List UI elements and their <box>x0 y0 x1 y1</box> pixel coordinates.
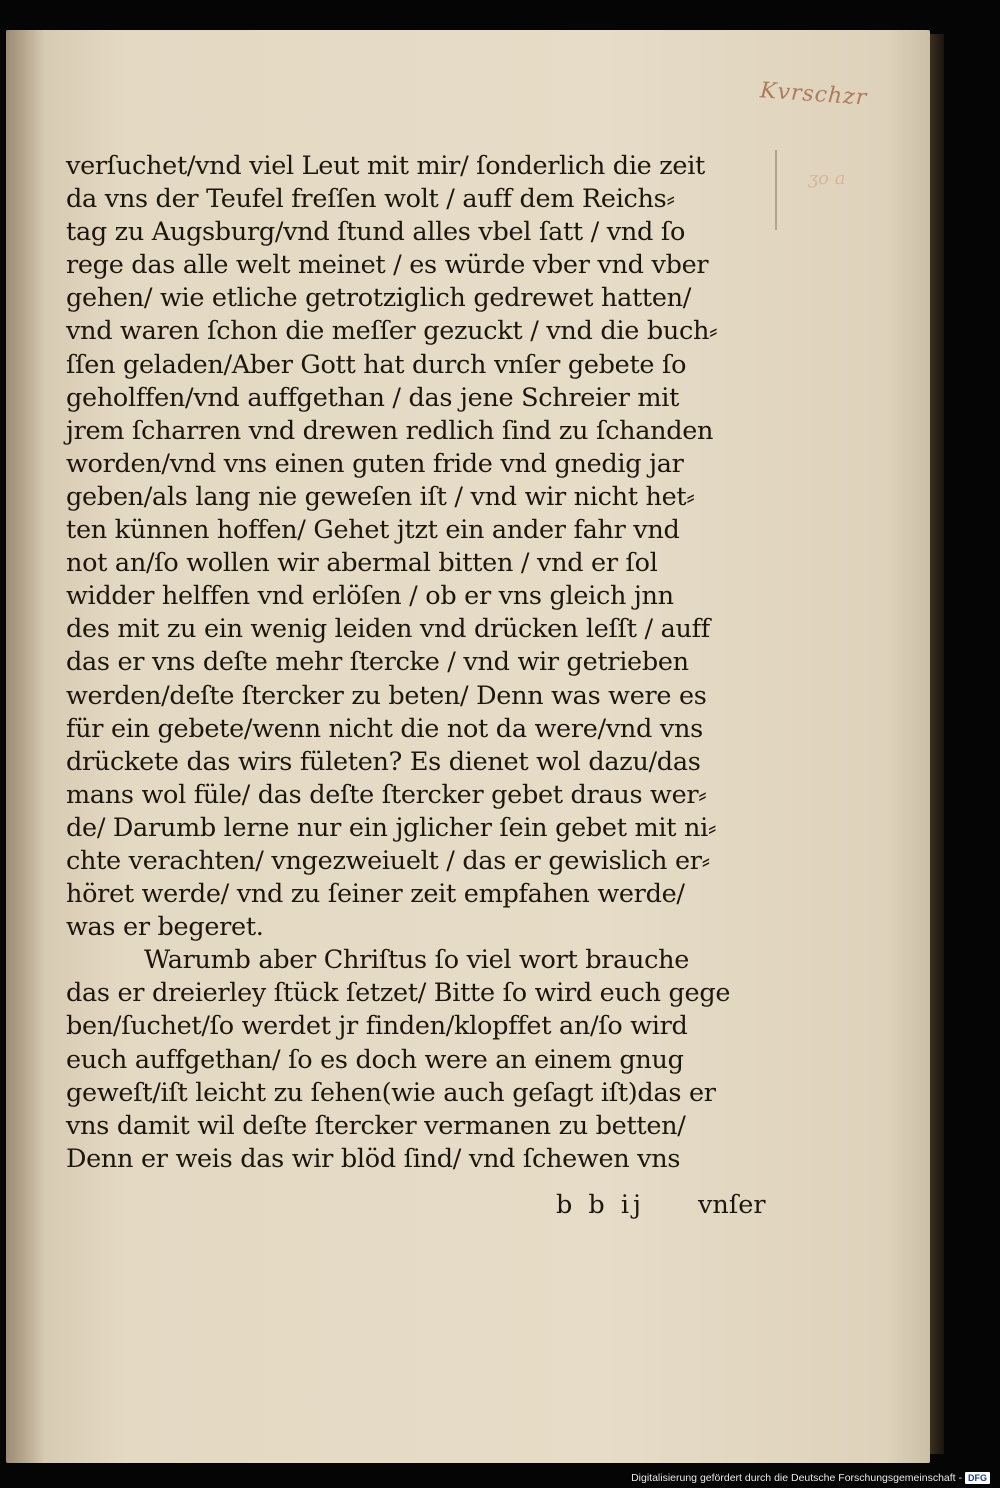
text-line: verſuchet/vnd viel Leut mit mir/ ſonderlich die zeit <box>66 151 706 181</box>
page-edge <box>930 34 944 1454</box>
text-line: Denn er weis das wir blöd ſind/ vnd ſchewen vns <box>66 1143 681 1174</box>
text-line: höret werde/ vnd zu ſeiner zeit empfahen werde/ <box>66 879 685 910</box>
text-line: geben/als lang nie geweſen iſt / vnd wir nicht het⸗ <box>66 481 695 512</box>
dfg-logo-icon: DFG <box>965 1472 990 1484</box>
text-line: ſſen geladen/Aber Gott hat durch vnſer gebete ſo <box>66 349 687 380</box>
text-line: worden/vnd vns einen guten fride vnd gnedig jar <box>66 448 684 479</box>
text-line: geholffen/vnd auffgethan / das jene Schreier mit <box>66 382 680 413</box>
text-line: was er begeret. <box>66 912 264 943</box>
text-line: das er dreierley ſtück ſetzet/ Bitte ſo wird euch gege <box>66 978 731 1009</box>
text-line: gehen/ wie etliche getrotziglich gedrewet hatten/ <box>66 283 692 314</box>
catchword: vnſer <box>698 1190 766 1220</box>
text-line: das er vns deſte mehr ſtercke / vnd wir getrieben <box>66 647 689 678</box>
text-line: chte verachten/ vngezweiuelt / das er gewislich er⸗ <box>66 845 710 876</box>
text-line: werden/deſte ſtercker zu beten/ Denn was were es <box>66 680 707 711</box>
text-line: widder helffen vnd erlöſen / ob er vns gleich jnn <box>66 581 674 612</box>
faint-margin-note: ʒo a <box>808 168 846 189</box>
text-line: mans wol füle/ das deſte ſtercker gebet draus wer⸗ <box>66 779 707 810</box>
text-line: geweſt/iſt leicht zu ſehen(wie auch geſagt iſt)das er <box>66 1077 716 1108</box>
main-text <box>66 150 776 1176</box>
text-line: jrem ſcharren vnd drewen redlich ſind zu ſchanden <box>66 415 714 446</box>
text-line: für ein gebete/wenn nicht die not da were/vnd vns <box>66 713 703 744</box>
text-line: drückete das wirs fületen? Es dienet wol dazu/das <box>66 746 701 777</box>
text-line: tag zu Augsburg/vnd ſtund alles vbel ſatt / vnd ſo <box>66 217 686 248</box>
text-line: rege das alle welt meinet / es würde vber vnd vber <box>66 250 709 281</box>
spine-shadow <box>6 30 44 1463</box>
text-line: da vns der Teufel freſſen wolt / auff dem Reichs⸗ <box>66 184 675 215</box>
text-line: euch auffgethan/ ſo es doch were an einem gnug <box>66 1044 684 1075</box>
paragraph-start-line: Warumb aber Chriſtus ſo viel wort brauche <box>144 945 690 976</box>
text-line: ben/ſuchet/ſo werdet jr finden/klopffet an/ſo wird <box>66 1011 688 1042</box>
credit-text: Digitalisierung gefördert durch die Deutsche Forschungsgemeinschaft - <box>631 1472 962 1484</box>
text-line: not an/ſo wollen wir abermal bitten / vnd er ſol <box>66 548 658 579</box>
page-footer <box>66 1190 776 1226</box>
signature-mark: b b ij <box>556 1190 645 1220</box>
text-line: vnd waren ſchon die meſſer gezuckt / vnd die buch⸗ <box>66 316 718 347</box>
text-line: de/ Darumb lerne nur ein jglicher ſein gebet mit ni⸗ <box>66 812 717 843</box>
text-line: des mit zu ein wenig leiden vnd drücken leſſt / auff <box>66 614 710 645</box>
funding-credit <box>631 1472 990 1484</box>
text-line: vns damit wil deſte ſtercker vermanen zu betten/ <box>66 1110 686 1141</box>
handwritten-note: Kvrschzr <box>759 78 869 111</box>
text-line: ten künnen hoffen/ Gehet jtzt ein ander fahr vnd <box>66 515 680 546</box>
